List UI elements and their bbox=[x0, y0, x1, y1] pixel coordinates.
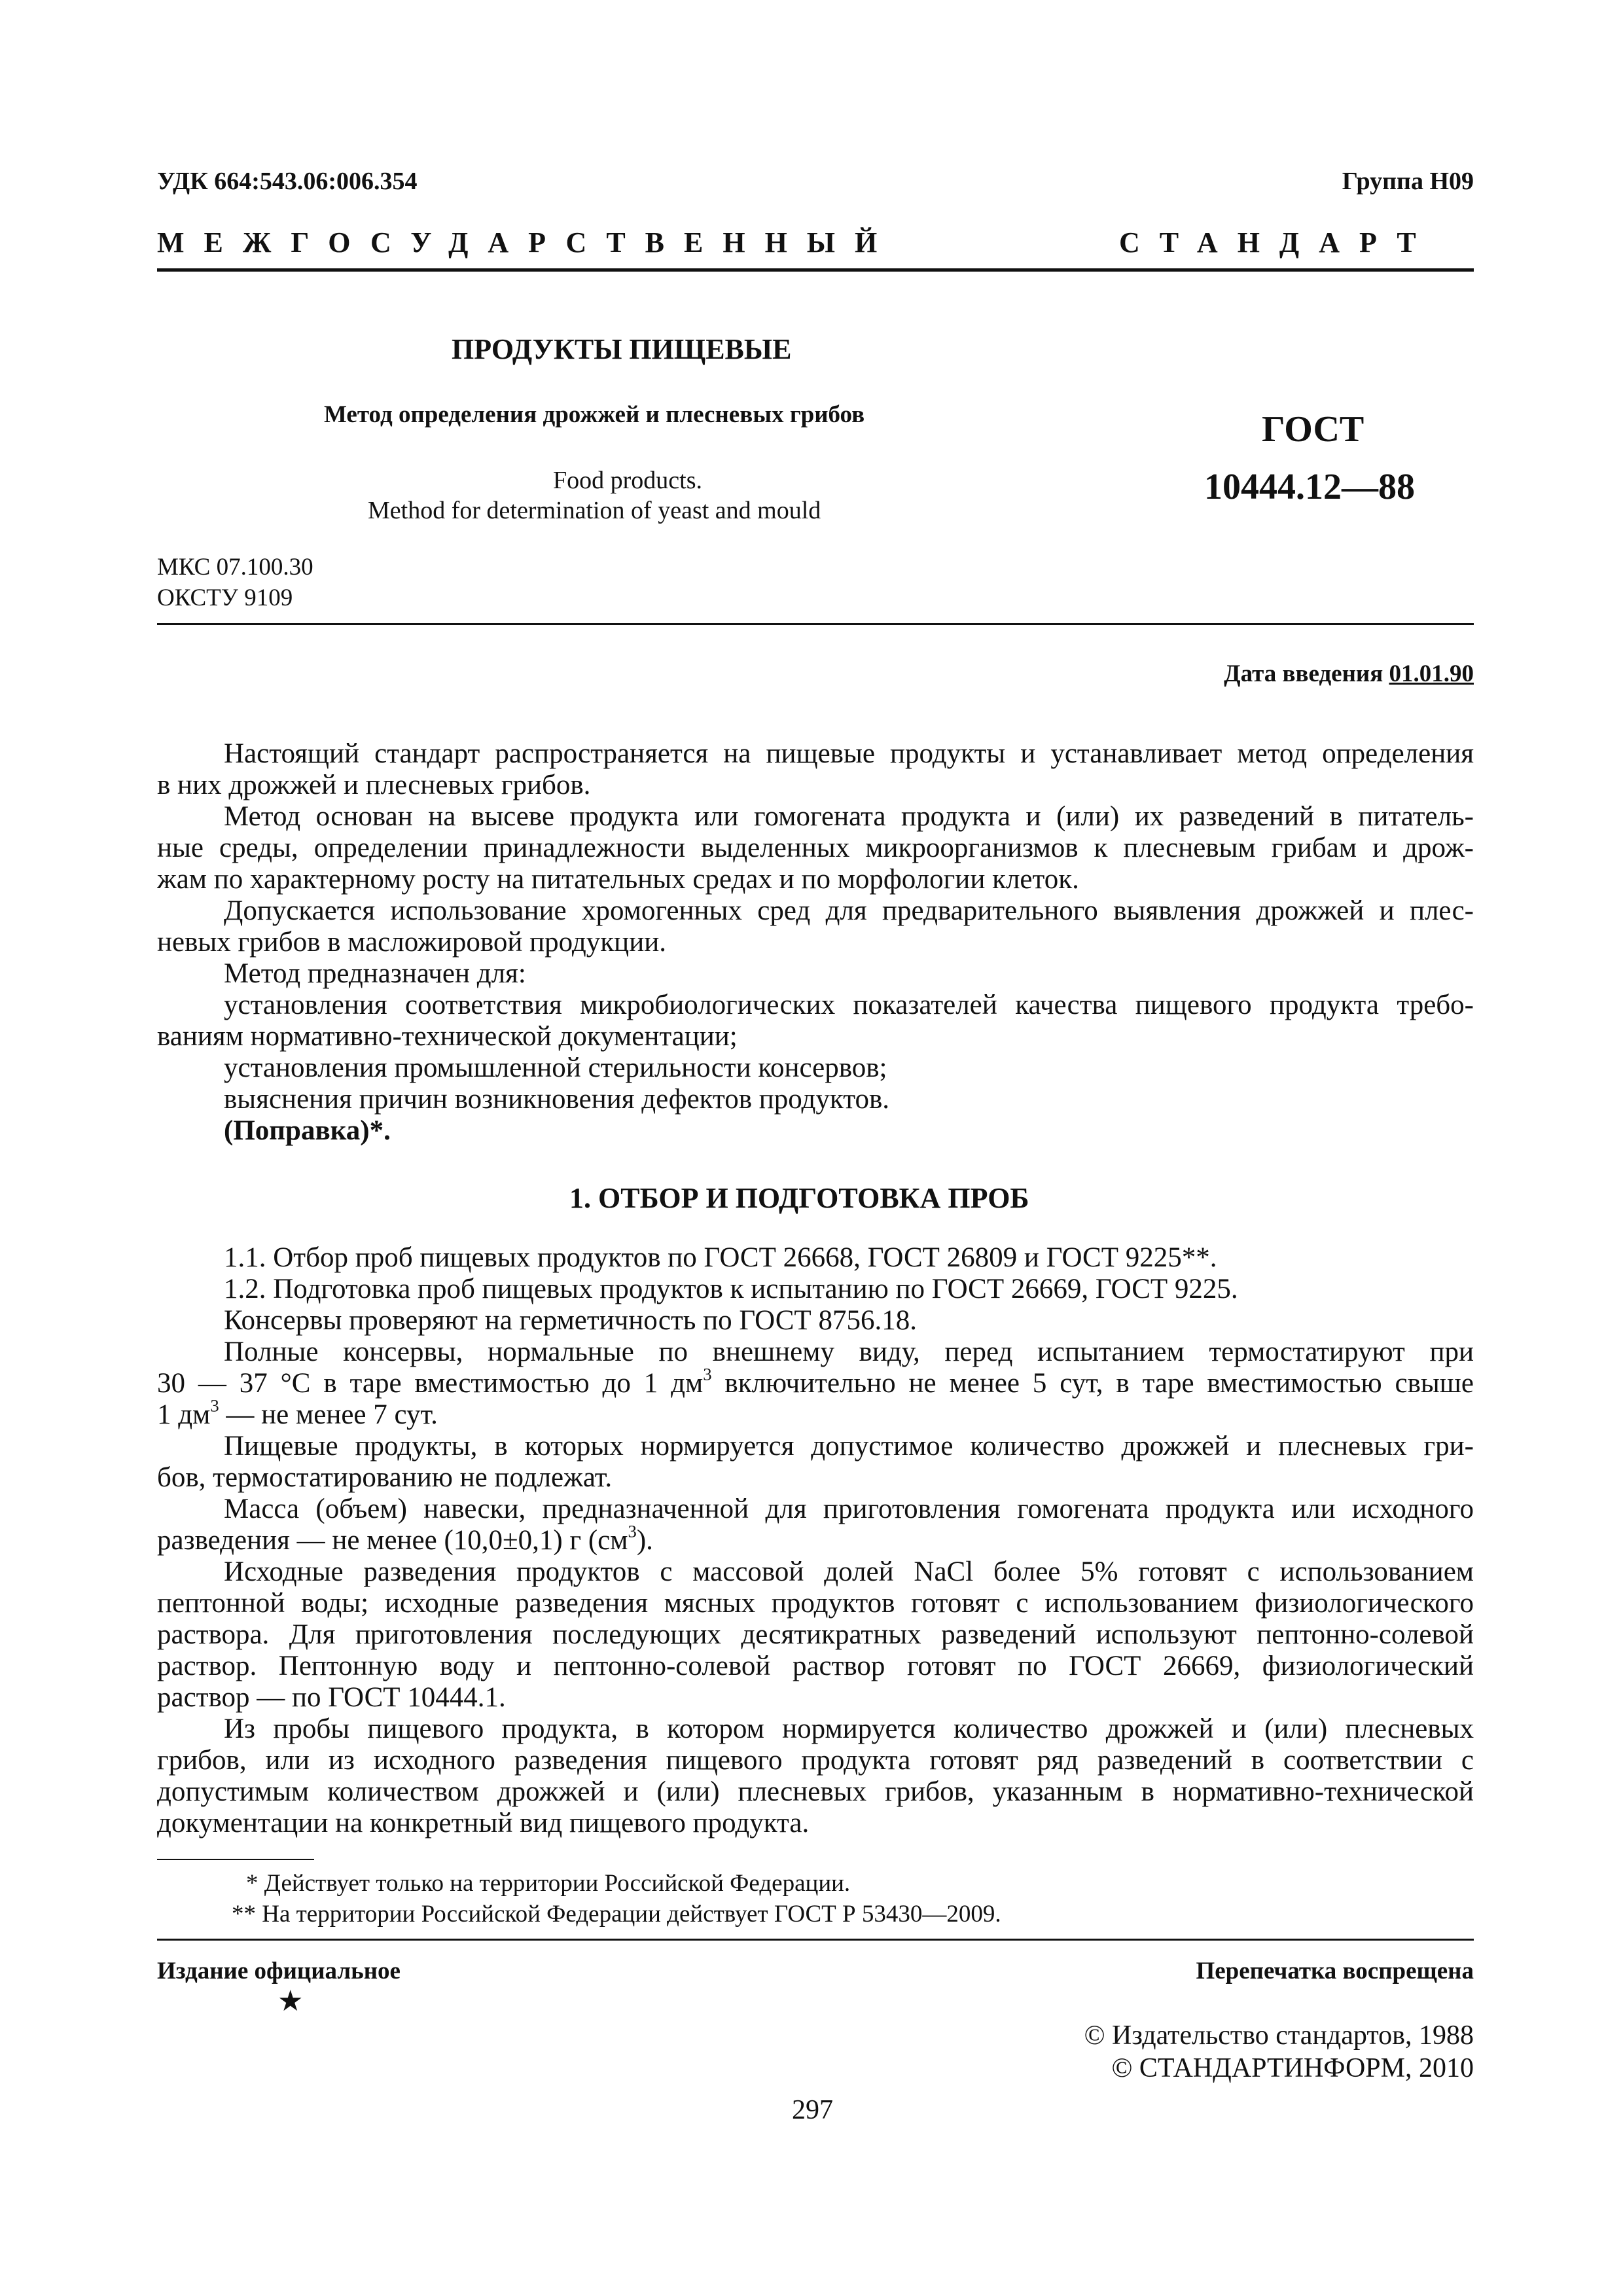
group-code: Группа Н09 bbox=[1342, 168, 1474, 195]
text-line: выяснения причин возникновения дефектов продуктов. bbox=[224, 1084, 890, 1115]
method-title-ru: Метод определения дрожжей и плесневых грибов bbox=[324, 401, 865, 428]
text-line: раствора. Для приготовления последующих десятикратных разведений используют пептонно-солевой bbox=[157, 1619, 1474, 1650]
standard-label: СТАНДАРТ bbox=[1119, 226, 1436, 259]
text-line: Консервы проверяют на герметичность по ГОСТ 8756.18. bbox=[224, 1305, 917, 1336]
footnote-1: * Действует только на территории Российской Федерации. bbox=[246, 1870, 851, 1897]
superscript: 3 bbox=[703, 1368, 712, 1384]
text-line: жам по характерному росту на питательных средах и по морфологии клеток. bbox=[157, 864, 1079, 895]
reprint-prohibited-label: Перепечатка воспрещена bbox=[1196, 1958, 1474, 1984]
text-line: грибов, или из исходного разведения пищевого продукта готовят ряд разведений в соответствии с bbox=[157, 1745, 1474, 1776]
intro-text bbox=[157, 738, 1474, 1147]
text-line: бов, термостатированию не подлежат. bbox=[157, 1462, 613, 1493]
text-line: Метод основан на высеве продукта или гомогената продукта и (или) их разведений в питатель- bbox=[224, 801, 1474, 832]
page-number: 297 bbox=[792, 2095, 833, 2125]
udk-code: УДК 664:543.06:006.354 bbox=[157, 168, 418, 195]
text-line: установления промышленной стерильности консервов; bbox=[224, 1052, 887, 1083]
codes-rule bbox=[157, 623, 1474, 625]
text-fragment: ). bbox=[636, 1525, 653, 1556]
text-line: 1.2. Подготовка проб пищевых продуктов к испытанию по ГОСТ 26669, ГОСТ 9225. bbox=[224, 1274, 1238, 1304]
superscript: 3 bbox=[628, 1525, 637, 1541]
correction-note: (Поправка)*. bbox=[224, 1115, 391, 1146]
text-fragment: 30 — 37 °С в таре вместимостью до 1 дм bbox=[157, 1368, 704, 1399]
footer-rule bbox=[157, 1939, 1474, 1941]
text-line: Из пробы пищевого продукта, в котором нормируется количество дрожжей и (или) плесневых bbox=[224, 1713, 1474, 1744]
text-line: пептонной воды; исходные разведения мясных продуктов готовят с использованием физиологического bbox=[157, 1588, 1474, 1619]
interstate-label: МЕЖГОСУДАРСТВЕННЫЙ bbox=[157, 226, 897, 259]
text-line: раствор. Пептонную воду и пептонно-солевой раствор готовят по ГОСТ 26669, физиологический bbox=[157, 1651, 1474, 1681]
text-fragment: разведения — не менее (10,0±0,1) г (см bbox=[157, 1525, 628, 1556]
text-line: 1.1. Отбор проб пищевых продуктов по ГОСТ 26668, ГОСТ 26809 и ГОСТ 9225**. bbox=[224, 1242, 1217, 1273]
text-fragment: 1 дм bbox=[157, 1399, 211, 1430]
text-line: Метод предназначен для: bbox=[224, 958, 526, 989]
text-line: в них дрожжей и плесневых грибов. bbox=[157, 770, 591, 800]
text-line: ваниям нормативно-технической документации; bbox=[157, 1021, 738, 1052]
footnote-2: ** На территории Российской Федерации действует ГОСТ Р 53430—2009. bbox=[232, 1901, 1001, 1928]
section-1-text bbox=[157, 1242, 1474, 1839]
introduction-date-label: Дата введения bbox=[1224, 660, 1383, 687]
text-line: Настоящий стандарт распространяется на пищевые продукты и устанавливает метод определения bbox=[224, 738, 1474, 769]
okstu-code: ОКСТУ 9109 bbox=[157, 584, 293, 611]
text-line: раствор — по ГОСТ 10444.1. bbox=[157, 1682, 506, 1713]
header-rule bbox=[157, 268, 1474, 272]
text-line bbox=[157, 1399, 1474, 1431]
method-title-en-1: Food products. bbox=[553, 467, 702, 494]
text-line: документации на конкретный вид пищевого продукта. bbox=[157, 1808, 810, 1839]
text-line: Пищевые продукты, в которых нормируется допустимое количество дрожжей и плесневых гри- bbox=[224, 1431, 1474, 1462]
text-line: Исходные разведения продуктов с массовой долей NaCl более 5% готовят с использованием bbox=[224, 1556, 1474, 1587]
text-line: допустимым количеством дрожжей и (или) плесневых грибов, указанным в нормативно-технической bbox=[157, 1776, 1474, 1807]
text-line: Допускается использование хромогенных сред для предварительного выявления дрожжей и плес- bbox=[224, 895, 1474, 926]
text-line bbox=[157, 1368, 1474, 1399]
introduction-date bbox=[1224, 660, 1474, 688]
gost-label: ГОСТ bbox=[1262, 409, 1364, 450]
text-fragment: включительно не менее 5 сут, в таре вместимостью свыше bbox=[711, 1368, 1474, 1399]
text-line bbox=[157, 1525, 1474, 1556]
mks-code: МКС 07.100.30 bbox=[157, 554, 313, 581]
text-line: невых грибов в масложировой продукции. bbox=[157, 927, 666, 958]
star-icon: ★ bbox=[277, 1985, 304, 2017]
copyright-2: © СТАНДАРТИНФОРМ, 2010 bbox=[1111, 2053, 1474, 2083]
copyright-1: © Издательство стандартов, 1988 bbox=[1084, 2020, 1474, 2051]
section-1-title: 1. ОТБОР И ПОДГОТОВКА ПРОБ bbox=[569, 1182, 1029, 1214]
text-line: ные среды, определении принадлежности выделенных микроорганизмов к плесневым грибам и дрож- bbox=[157, 833, 1474, 863]
text-line: Полные консервы, нормальные по внешнему виду, перед испытанием термостатируют при bbox=[224, 1336, 1474, 1367]
superscript: 3 bbox=[210, 1399, 219, 1416]
text-line: Масса (объем) навески, предназначенной для приготовления гомогената продукта или исходного bbox=[224, 1494, 1474, 1524]
text-line: установления соответствия микробиологических показателей качества пищевого продукта требо- bbox=[224, 990, 1474, 1020]
footnote-rule bbox=[157, 1859, 314, 1860]
official-edition-label: Издание официальное bbox=[157, 1958, 401, 1984]
text-fragment: — не менее 7 сут. bbox=[219, 1399, 438, 1430]
gost-number: 10444.12—88 bbox=[1204, 467, 1415, 507]
introduction-date-value: 01.01.90 bbox=[1389, 660, 1474, 687]
method-title-en-2: Method for determination of yeast and mould bbox=[368, 497, 821, 524]
document-title: ПРОДУКТЫ ПИЩЕВЫЕ bbox=[452, 333, 792, 365]
